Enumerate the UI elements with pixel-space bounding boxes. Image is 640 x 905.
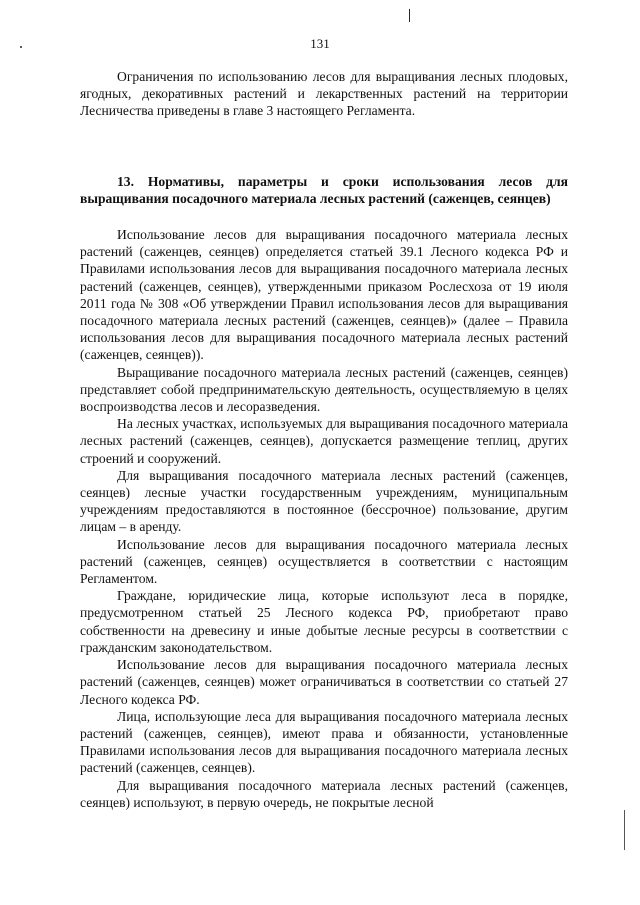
body-paragraph-9: Для выращивания посадочного материала лесных растений (саженцев, сеянцев) используют, в первую очередь, не покрытые лесной <box>80 777 568 810</box>
intro-paragraph: Ограничения по использованию лесов для выращивания лесных плодовых, ягодных, декоративных растений и лекарственных растений на территории Лесничества приведены в главе 3 настоящего Регламента. <box>80 69 568 119</box>
body-paragraph-8: Лица, использующие леса для выращивания посадочного материала лесных растений (саженцев, сеянцев), имеют права и обязанности, установленные Правилами использования лесов для выращивания посадочного материала лесных растений (саженцев, сеянцев). <box>80 708 568 776</box>
section-heading: 13. Нормативы, параметры и сроки использования лесов для выращивания посадочного материала лесных растений (саженцев, сеянцев) <box>80 173 568 206</box>
body-paragraph-6: Граждане, юридические лица, которые используют леса в порядке, предусмотренном статьей 25 Лесного кодекса РФ, приобретают право собственности на древесину и иные добытые лесные ресурсы в соответствии с гражданским законодательством. <box>80 588 568 655</box>
page-number: 131 <box>310 36 330 51</box>
body-paragraph-3: На лесных участках, используемых для выращивания посадочного материала лесных растений (саженцев, сеянцев), допускается размещение теплиц, других строений и сооружений. <box>80 416 568 466</box>
body-paragraph-2: Выращивание посадочного материала лесных растений (саженцев, сеянцев) представляет собой предпринимательскую деятельность, осуществляемую в целях воспроизводства лесов и лесоразведения. <box>80 364 568 415</box>
scan-artifact-top <box>409 9 410 22</box>
body-paragraph-5: Использование лесов для выращивания посадочного материала лесных растений (саженцев, сеянцев) осуществляется в соответствии с настоящим Регламентом. <box>80 536 568 587</box>
document-body <box>80 68 568 811</box>
body-paragraph-7: Использование лесов для выращивания посадочного материала лесных растений (саженцев, сеянцев) может ограничиваться в соответствии со статьей 27 Лесного кодекса РФ. <box>80 657 568 707</box>
body-paragraph-1: Использование лесов для выращивания посадочного материала лесных растений (саженцев, сеянцев) определяется статьей 39.1 Лесного кодекса РФ и Правилами использования лесов для выращивания посадочного материала лесных растений (саженцев, сеянцев), утвержденными приказом Рослесхоза от 19 июля 2011 года № 308 «Об утверждении Правил использования лесов для выращивания посадочного материала лесных растений (саженцев, сеянцев)» (далее – Правила использования лесов для выращивания посадочного материала лесных растений (саженцев, сеянцев)). <box>80 227 568 363</box>
body-paragraph-4: Для выращивания посадочного материала лесных растений (саженцев, сеянцев) лесные участки государственным учреждениям, муниципальным учреждениям предоставляются в постоянное (бессрочное) пользование, другим лицам – в аренду. <box>80 467 568 535</box>
scan-artifact-right <box>624 810 625 850</box>
